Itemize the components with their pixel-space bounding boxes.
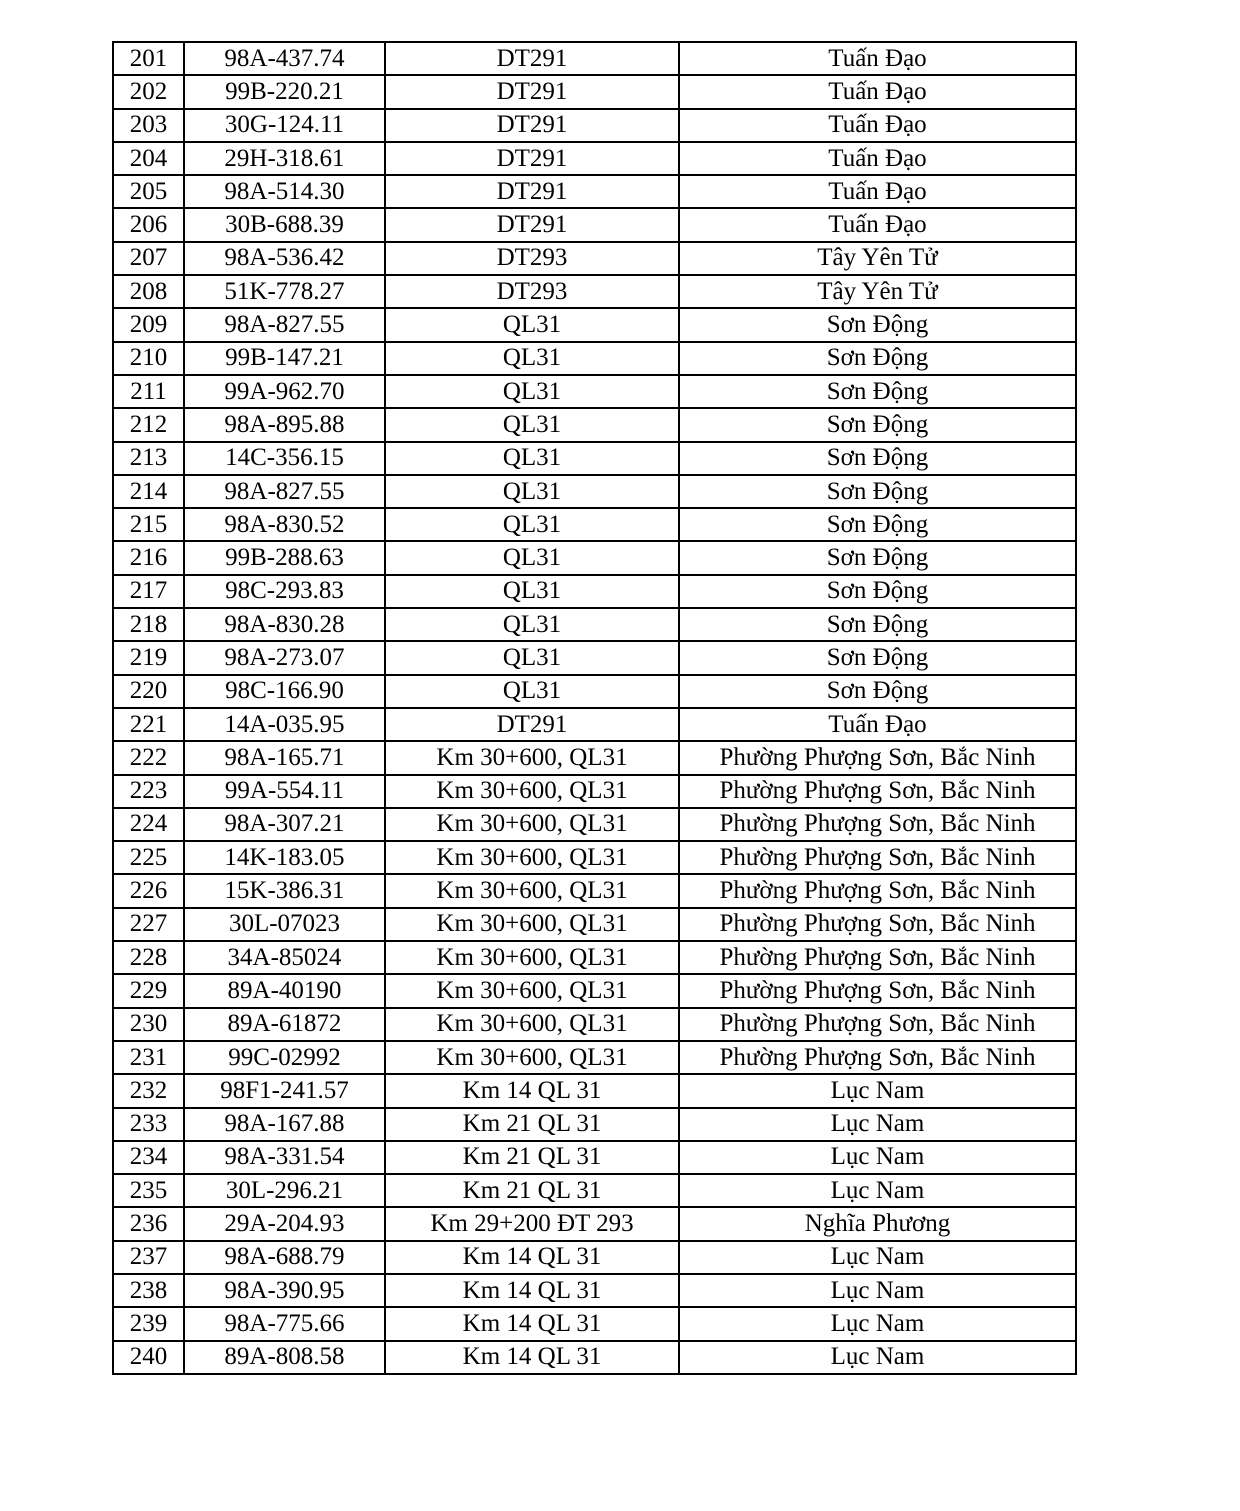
location-cell: Km 30+600, QL31: [385, 775, 679, 808]
row-number-cell: 204: [113, 142, 184, 175]
location-cell: Km 14 QL 31: [385, 1307, 679, 1340]
violation-table: [112, 41, 1077, 1375]
license-plate-cell: 99A-554.11: [184, 775, 385, 808]
location-cell: Km 30+600, QL31: [385, 974, 679, 1007]
unit-cell: Tuấn Đạo: [679, 109, 1076, 142]
location-cell: Km 21 QL 31: [385, 1141, 679, 1174]
license-plate-cell: 98A-827.55: [184, 475, 385, 508]
license-plate-cell: 98A-830.28: [184, 608, 385, 641]
table-row: [113, 508, 1076, 541]
row-number-cell: 220: [113, 675, 184, 708]
location-cell: Km 14 QL 31: [385, 1341, 679, 1374]
location-cell: Km 14 QL 31: [385, 1074, 679, 1107]
table-row: [113, 675, 1076, 708]
unit-cell: Phường Phượng Sơn, Bắc Ninh: [679, 941, 1076, 974]
location-cell: DT291: [385, 175, 679, 208]
unit-cell: Tuấn Đạo: [679, 175, 1076, 208]
unit-cell: Phường Phượng Sơn, Bắc Ninh: [679, 1008, 1076, 1041]
table-row: [113, 1274, 1076, 1307]
license-plate-cell: 98A-514.30: [184, 175, 385, 208]
location-cell: Km 14 QL 31: [385, 1241, 679, 1274]
license-plate-cell: 98A-390.95: [184, 1274, 385, 1307]
row-number-cell: 216: [113, 541, 184, 574]
table-row: [113, 1207, 1076, 1240]
unit-cell: Sơn Động: [679, 475, 1076, 508]
table-row: [113, 775, 1076, 808]
license-plate-cell: 98A-273.07: [184, 641, 385, 674]
row-number-cell: 223: [113, 775, 184, 808]
location-cell: QL31: [385, 641, 679, 674]
location-cell: Km 30+600, QL31: [385, 874, 679, 907]
location-cell: Km 30+600, QL31: [385, 941, 679, 974]
location-cell: QL31: [385, 475, 679, 508]
table-row: [113, 708, 1076, 741]
unit-cell: Lục Nam: [679, 1174, 1076, 1207]
license-plate-cell: 15K-386.31: [184, 874, 385, 907]
location-cell: Km 30+600, QL31: [385, 808, 679, 841]
location-cell: DT293: [385, 275, 679, 308]
unit-cell: Lục Nam: [679, 1307, 1076, 1340]
license-plate-cell: 30B-688.39: [184, 208, 385, 241]
unit-cell: Tây Yên Tử: [679, 275, 1076, 308]
unit-cell: Tuấn Đạo: [679, 208, 1076, 241]
license-plate-cell: 99A-962.70: [184, 375, 385, 408]
table-row: [113, 1341, 1076, 1374]
table-row: [113, 874, 1076, 907]
location-cell: QL31: [385, 608, 679, 641]
table-row: [113, 142, 1076, 175]
row-number-cell: 229: [113, 974, 184, 1007]
row-number-cell: 208: [113, 275, 184, 308]
unit-cell: Lục Nam: [679, 1074, 1076, 1107]
table-row: [113, 575, 1076, 608]
unit-cell: Phường Phượng Sơn, Bắc Ninh: [679, 808, 1076, 841]
location-cell: DT291: [385, 42, 679, 75]
unit-cell: Sơn Động: [679, 575, 1076, 608]
license-plate-cell: 98A-775.66: [184, 1307, 385, 1340]
row-number-cell: 215: [113, 508, 184, 541]
row-number-cell: 206: [113, 208, 184, 241]
table-row: [113, 941, 1076, 974]
row-number-cell: 228: [113, 941, 184, 974]
license-plate-cell: 98A-830.52: [184, 508, 385, 541]
location-cell: DT291: [385, 708, 679, 741]
row-number-cell: 219: [113, 641, 184, 674]
unit-cell: Nghĩa Phương: [679, 1207, 1076, 1240]
location-cell: QL31: [385, 442, 679, 475]
table-row: [113, 541, 1076, 574]
row-number-cell: 227: [113, 908, 184, 941]
unit-cell: Phường Phượng Sơn, Bắc Ninh: [679, 841, 1076, 874]
unit-cell: Lục Nam: [679, 1274, 1076, 1307]
table-row: [113, 641, 1076, 674]
unit-cell: Sơn Động: [679, 308, 1076, 341]
table-row: [113, 75, 1076, 108]
location-cell: QL31: [385, 375, 679, 408]
unit-cell: Phường Phượng Sơn, Bắc Ninh: [679, 1041, 1076, 1074]
license-plate-cell: 89A-61872: [184, 1008, 385, 1041]
location-cell: QL31: [385, 541, 679, 574]
license-plate-cell: 98A-895.88: [184, 408, 385, 441]
row-number-cell: 225: [113, 841, 184, 874]
unit-cell: Lục Nam: [679, 1341, 1076, 1374]
unit-cell: Phường Phượng Sơn, Bắc Ninh: [679, 974, 1076, 1007]
license-plate-cell: 99B-288.63: [184, 541, 385, 574]
unit-cell: Sơn Động: [679, 541, 1076, 574]
unit-cell: Phường Phượng Sơn, Bắc Ninh: [679, 775, 1076, 808]
license-plate-cell: 14K-183.05: [184, 841, 385, 874]
license-plate-cell: 14C-356.15: [184, 442, 385, 475]
location-cell: Km 21 QL 31: [385, 1174, 679, 1207]
row-number-cell: 235: [113, 1174, 184, 1207]
table-row: [113, 1174, 1076, 1207]
table-row: [113, 1041, 1076, 1074]
license-plate-cell: 30G-124.11: [184, 109, 385, 142]
unit-cell: Lục Nam: [679, 1241, 1076, 1274]
license-plate-cell: 98A-437.74: [184, 42, 385, 75]
unit-cell: Sơn Động: [679, 408, 1076, 441]
location-cell: DT291: [385, 75, 679, 108]
license-plate-cell: 30L-07023: [184, 908, 385, 941]
table-row: [113, 175, 1076, 208]
unit-cell: Sơn Động: [679, 375, 1076, 408]
license-plate-cell: 98C-166.90: [184, 675, 385, 708]
row-number-cell: 232: [113, 1074, 184, 1107]
license-plate-cell: 99B-220.21: [184, 75, 385, 108]
table-row: [113, 908, 1076, 941]
table-row: [113, 208, 1076, 241]
unit-cell: Sơn Động: [679, 608, 1076, 641]
row-number-cell: 234: [113, 1141, 184, 1174]
unit-cell: Tuấn Đạo: [679, 42, 1076, 75]
table-row: [113, 808, 1076, 841]
row-number-cell: 205: [113, 175, 184, 208]
unit-cell: Sơn Động: [679, 508, 1076, 541]
license-plate-cell: 98F1-241.57: [184, 1074, 385, 1107]
license-plate-cell: 98A-307.21: [184, 808, 385, 841]
table-row: [113, 475, 1076, 508]
license-plate-cell: 98A-827.55: [184, 308, 385, 341]
license-plate-cell: 98A-167.88: [184, 1108, 385, 1141]
location-cell: Km 30+600, QL31: [385, 1008, 679, 1041]
location-cell: Km 30+600, QL31: [385, 1041, 679, 1074]
table-row: [113, 841, 1076, 874]
location-cell: DT291: [385, 208, 679, 241]
license-plate-cell: 51K-778.27: [184, 275, 385, 308]
license-plate-cell: 29A-204.93: [184, 1207, 385, 1240]
row-number-cell: 211: [113, 375, 184, 408]
license-plate-cell: 34A-85024: [184, 941, 385, 974]
table-row: [113, 974, 1076, 1007]
row-number-cell: 239: [113, 1307, 184, 1340]
row-number-cell: 231: [113, 1041, 184, 1074]
table-row: [113, 242, 1076, 275]
unit-cell: Tuấn Đạo: [679, 708, 1076, 741]
license-plate-cell: 14A-035.95: [184, 708, 385, 741]
license-plate-cell: 99B-147.21: [184, 342, 385, 375]
unit-cell: Phường Phượng Sơn, Bắc Ninh: [679, 874, 1076, 907]
location-cell: QL31: [385, 575, 679, 608]
row-number-cell: 213: [113, 442, 184, 475]
row-number-cell: 214: [113, 475, 184, 508]
row-number-cell: 218: [113, 608, 184, 641]
location-cell: Km 21 QL 31: [385, 1108, 679, 1141]
unit-cell: Tây Yên Tử: [679, 242, 1076, 275]
license-plate-cell: 98A-688.79: [184, 1241, 385, 1274]
row-number-cell: 203: [113, 109, 184, 142]
row-number-cell: 237: [113, 1241, 184, 1274]
row-number-cell: 230: [113, 1008, 184, 1041]
table-row: [113, 109, 1076, 142]
table-row: [113, 42, 1076, 75]
license-plate-cell: 99C-02992: [184, 1041, 385, 1074]
unit-cell: Sơn Động: [679, 641, 1076, 674]
location-cell: DT291: [385, 109, 679, 142]
license-plate-cell: 89A-40190: [184, 974, 385, 1007]
table-row: [113, 1141, 1076, 1174]
row-number-cell: 217: [113, 575, 184, 608]
row-number-cell: 207: [113, 242, 184, 275]
unit-cell: Lục Nam: [679, 1141, 1076, 1174]
table-row: [113, 342, 1076, 375]
license-plate-cell: 98A-331.54: [184, 1141, 385, 1174]
location-cell: Km 30+600, QL31: [385, 841, 679, 874]
table-row: [113, 408, 1076, 441]
unit-cell: Sơn Động: [679, 675, 1076, 708]
unit-cell: Sơn Động: [679, 342, 1076, 375]
row-number-cell: 240: [113, 1341, 184, 1374]
row-number-cell: 222: [113, 741, 184, 774]
table-body: [113, 42, 1076, 1374]
row-number-cell: 224: [113, 808, 184, 841]
table-row: [113, 1108, 1076, 1141]
location-cell: QL31: [385, 408, 679, 441]
unit-cell: Phường Phượng Sơn, Bắc Ninh: [679, 741, 1076, 774]
row-number-cell: 226: [113, 874, 184, 907]
license-plate-cell: 89A-808.58: [184, 1341, 385, 1374]
license-plate-cell: 30L-296.21: [184, 1174, 385, 1207]
location-cell: DT293: [385, 242, 679, 275]
location-cell: Km 14 QL 31: [385, 1274, 679, 1307]
license-plate-cell: 98A-165.71: [184, 741, 385, 774]
row-number-cell: 221: [113, 708, 184, 741]
table-row: [113, 741, 1076, 774]
row-number-cell: 210: [113, 342, 184, 375]
row-number-cell: 202: [113, 75, 184, 108]
table-row: [113, 375, 1076, 408]
row-number-cell: 201: [113, 42, 184, 75]
license-plate-cell: 98A-536.42: [184, 242, 385, 275]
row-number-cell: 238: [113, 1274, 184, 1307]
table-row: [113, 1008, 1076, 1041]
unit-cell: Tuấn Đạo: [679, 75, 1076, 108]
location-cell: QL31: [385, 308, 679, 341]
table-row: [113, 1074, 1076, 1107]
table-row: [113, 275, 1076, 308]
location-cell: Km 29+200 ĐT 293: [385, 1207, 679, 1240]
license-plate-cell: 98C-293.83: [184, 575, 385, 608]
unit-cell: Sơn Động: [679, 442, 1076, 475]
location-cell: QL31: [385, 675, 679, 708]
table-row: [113, 308, 1076, 341]
table-row: [113, 442, 1076, 475]
location-cell: QL31: [385, 508, 679, 541]
row-number-cell: 209: [113, 308, 184, 341]
table-row: [113, 608, 1076, 641]
table-row: [113, 1307, 1076, 1340]
location-cell: QL31: [385, 342, 679, 375]
location-cell: Km 30+600, QL31: [385, 741, 679, 774]
unit-cell: Tuấn Đạo: [679, 142, 1076, 175]
unit-cell: Lục Nam: [679, 1108, 1076, 1141]
location-cell: DT291: [385, 142, 679, 175]
location-cell: Km 30+600, QL31: [385, 908, 679, 941]
row-number-cell: 236: [113, 1207, 184, 1240]
row-number-cell: 212: [113, 408, 184, 441]
row-number-cell: 233: [113, 1108, 184, 1141]
unit-cell: Phường Phượng Sơn, Bắc Ninh: [679, 908, 1076, 941]
table-row: [113, 1241, 1076, 1274]
license-plate-cell: 29H-318.61: [184, 142, 385, 175]
